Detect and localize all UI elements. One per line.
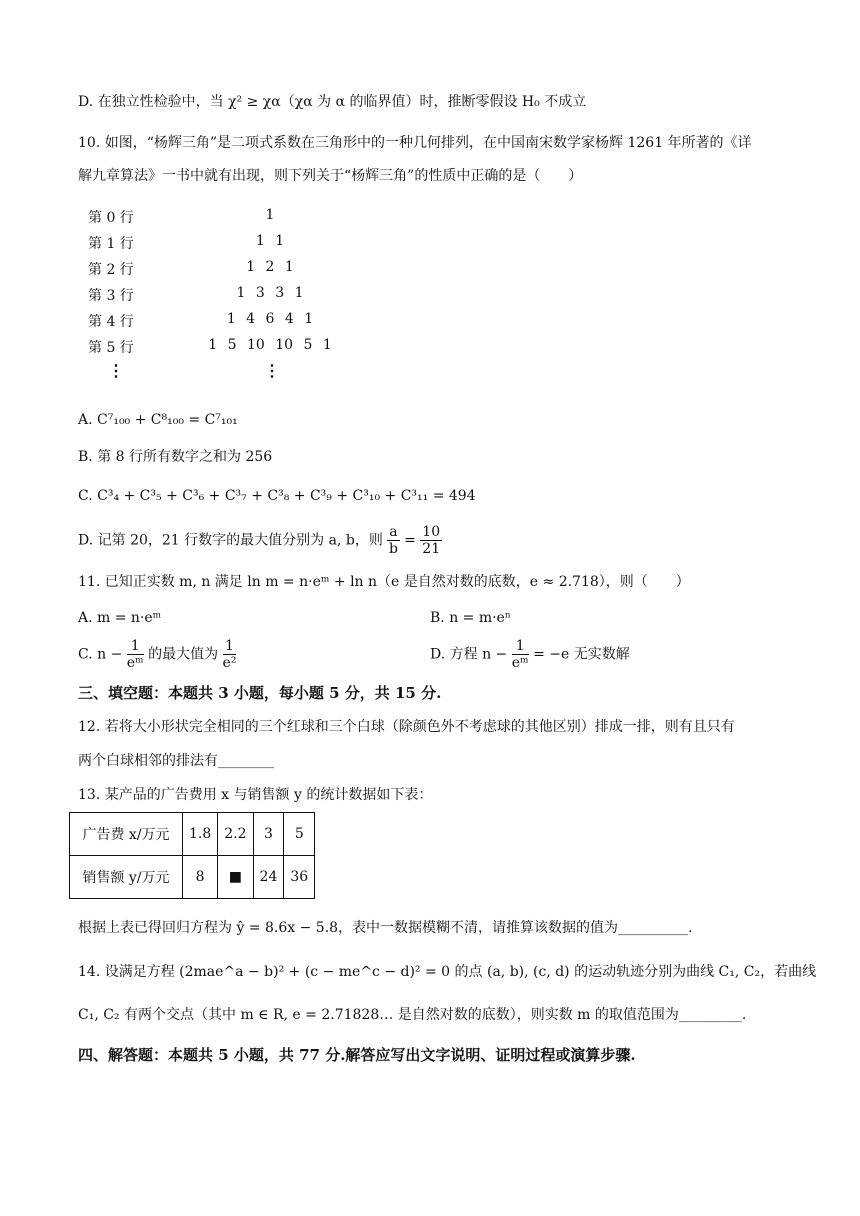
q11-option-b: B. n = m·eⁿ	[430, 610, 511, 626]
ad-sales-table	[69, 812, 315, 899]
fraction-1-over-em	[127, 638, 144, 671]
table-cell: 24	[253, 856, 284, 899]
q11-stem: 11. 已知正实数 m, n 满足 ln m = n·eᵐ + ln n（e 是自然对数的底数，e ≈ 2.718），则（ ）	[78, 574, 690, 590]
q10-option-a: A. C⁷₁₀₀ + C⁸₁₀₀ = C⁷₁₀₁	[78, 412, 238, 428]
fraction-numerator: 10	[422, 524, 441, 540]
q10-option-d	[78, 524, 442, 557]
table-cell: 1.8	[183, 813, 218, 856]
triangle-row-label: 第 3 行	[88, 288, 134, 304]
q12-stem-line2: 两个白球相邻的排法有________	[78, 753, 274, 769]
q10-stem-line2: 解九章算法》一书中就有出现，则下列关于“杨辉三角”的性质中正确的是（ ）	[78, 168, 583, 184]
q11-option-c-text: C. n −	[78, 646, 123, 663]
triangle-row-values: 1 1	[255, 233, 285, 249]
fraction-numerator: 1	[127, 638, 144, 655]
triangle-row-values: 1 2 1	[246, 259, 294, 275]
fraction-1-over-e2	[223, 638, 237, 671]
q11-option-d-tail: = −e 无实数解	[533, 646, 630, 663]
table-row	[70, 856, 315, 899]
q10-option-d-text: D. 记第 20，21 行数字的最大值分别为 a, b，则	[78, 532, 383, 549]
fraction-10-over-21	[420, 524, 442, 557]
q14-stem-line1: 14. 设满足方程 (2mae^a − b)² + (c − me^c − d)² = 0 的点 (a, b), (c, d) 的运动轨迹分别为曲线 C₁, C₂，若曲线	[78, 964, 817, 980]
table-cell: ■	[218, 856, 253, 899]
triangle-row-label: 第 0 行	[88, 210, 134, 226]
fraction-denominator: b	[388, 541, 398, 557]
fraction-numerator: 1	[223, 638, 237, 655]
table-cell: 5	[284, 813, 315, 856]
triangle-row-label: 第 4 行	[88, 314, 134, 330]
q10-option-b: B. 第 8 行所有数字之和为 256	[78, 449, 273, 465]
q9-option-d: D. 在独立性检验中，当 χ² ≥ χα（χα 为 α 的临界值）时，推断零假设 H₀ 不成立	[78, 94, 587, 110]
triangle-row-label: 第 1 行	[88, 236, 134, 252]
table-cell: 广告费 x/万元	[70, 813, 183, 856]
fraction-denominator: 21	[422, 541, 441, 557]
table-cell: 2.2	[218, 813, 253, 856]
triangle-row-label: 第 2 行	[88, 262, 134, 278]
table-row	[70, 813, 315, 856]
fraction-numerator: a	[389, 524, 398, 540]
table-cell: 36	[284, 856, 315, 899]
table-cell: 销售额 y/万元	[70, 856, 183, 899]
triangle-row-values: 1	[265, 207, 275, 223]
vertical-ellipsis: ⋮	[108, 361, 124, 380]
table-cell: 3	[253, 813, 284, 856]
q11-option-d	[430, 638, 630, 671]
fraction-denominator: eᵐ	[511, 655, 529, 671]
fraction-denominator: e²	[222, 655, 237, 671]
q11-option-c-middle: 的最大值为	[148, 646, 219, 663]
q13-stem: 13. 某产品的广告费用 x 与销售额 y 的统计数据如下表：	[78, 787, 433, 803]
fraction-1-over-em	[512, 638, 529, 671]
fraction-numerator: 1	[512, 638, 529, 655]
triangle-row-values: 1 4 6 4 1	[226, 311, 314, 327]
equals-sign: =	[404, 532, 416, 549]
q13-after-table: 根据上表已得回归方程为 ŷ = 8.6x − 5.8，表中一数据模糊不清，请推算该数据的值为__________.	[78, 920, 693, 936]
vertical-ellipsis: ⋮	[264, 361, 280, 380]
q10-stem-line1: 10. 如图，“杨辉三角”是二项式系数在三角形中的一种几何排列，在中国南宋数学家杨辉 1261 年所著的《详	[78, 135, 752, 151]
fraction-a-over-b	[387, 524, 399, 557]
q11-option-a: A. m = n·eᵐ	[78, 610, 162, 626]
triangle-row-label: 第 5 行	[88, 340, 134, 356]
table-cell: 8	[183, 856, 218, 899]
q10-option-c: C. C³₄ + C³₅ + C³₆ + C³₇ + C³₈ + C³₉ + C³₁₀ + C³₁₁ = 494	[78, 488, 476, 504]
section-3-heading: 三、填空题：本题共 3 小题，每小题 5 分，共 15 分.	[78, 684, 442, 702]
triangle-row-values: 1 3 3 1	[236, 285, 304, 301]
triangle-row-values: 1 5 10 10 5 1	[208, 337, 332, 353]
fraction-denominator: eᵐ	[126, 655, 144, 671]
section-4-heading: 四、解答题：本题共 5 小题，共 77 分.解答应写出文字说明、证明过程或演算步骤.	[78, 1046, 636, 1064]
q11-option-d-text: D. 方程 n −	[430, 646, 508, 663]
q11-option-c	[78, 638, 236, 671]
q14-stem-line2: C₁, C₂ 有两个交点（其中 m ∈ R, e = 2.71828… 是自然对数的底数），则实数 m 的取值范围为_________.	[78, 1007, 747, 1023]
q12-stem-line1: 12. 若将大小形状完全相同的三个红球和三个白球（除颜色外不考虑球的其他区别）排成一排，则有且只有	[78, 719, 735, 735]
